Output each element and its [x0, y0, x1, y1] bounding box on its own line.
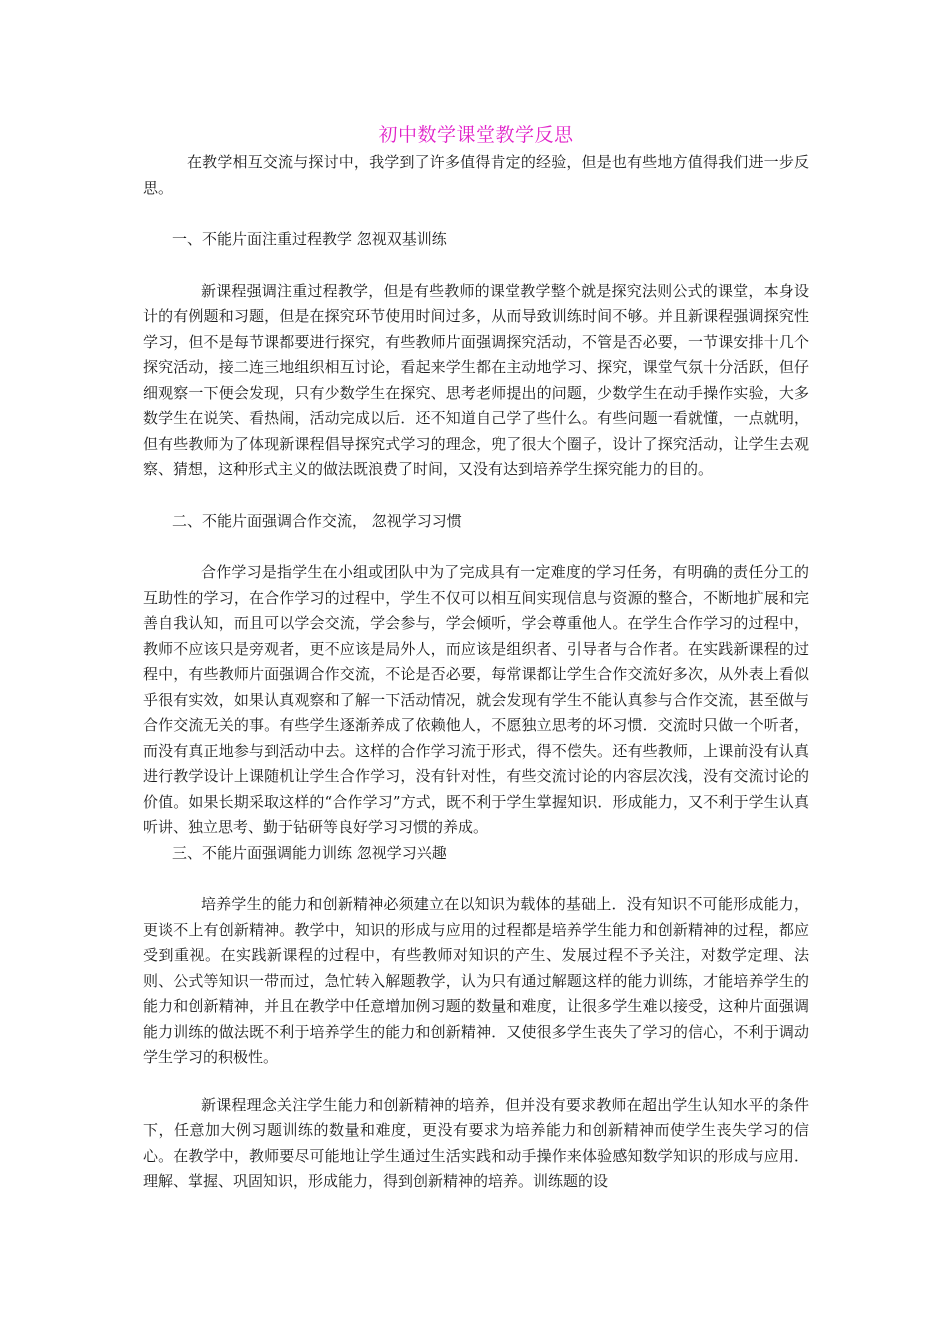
section-3-paragraph-2: 新课程理念关注学生能力和创新精神的培养，但并没有要求教师在超出学生认知水平的条件下，任意加大例习题训练的数量和难度，更没有要求为培养能力和创新精神而使学生丧失学习的信心。在教学中，教师要尽可能地让学生通过生活实践和动手操作来体验感知数学知识的形成与应用．理解、掌握、巩固知识，形成能力，得到创新精神的培养。训练题的设: [143, 1095, 809, 1190]
page-title: 初中数学课堂教学反思: [378, 124, 574, 146]
section-3-paragraph-1: 培养学生的能力和创新精神必须建立在以知识为载体的基础上．没有知识不可能形成能力，更谈不上有创新精神。教学中，知识的形成与应用的过程都是培养学生能力和创新精神的过程，都应受到重视。在实践新课程的过程中，有些教师对知识的产生、发展过程不予关注，对数学定理、法则、公式等知识一带而过，急忙转入解题教学，认为只有通过解题这样的能力训练，才能培养学生的能力和创新精神，并且在教学中任意增加例习题的数量和难度，让很多学生难以接受，这种片面强调能力训练的做法既不利于培养学生的能力和创新精神．又使很多学生丧失了学习的信心，不利于调动学生学习的积极性。: [143, 895, 809, 1066]
section-heading-1: 一、不能片面注重过程教学 忽视双基训练: [172, 230, 447, 248]
section-heading-3: 三、不能片面强调能力训练 忽视学习兴趣: [172, 843, 447, 862]
section-heading-2: 二、不能片面强调合作交流， 忽视学习习惯: [172, 511, 462, 530]
document-body: [143, 122, 809, 1195]
intro-paragraph: 在教学相互交流与探讨中，我学到了许多值得肯定的经验，但是也有些地方值得我们进一步反思。: [143, 153, 809, 197]
section-2-paragraph-1: 合作学习是指学生在小组或团队中为了完成具有一定难度的学习任务，有明确的责任分工的互助性的学习，在合作学习的过程中，学生不仅可以相互间实现信息与资源的整合，不断地扩展和完善自我认知，而且可以学会交流，学会参与，学会倾听，学会尊重他人。在学生合作学习的过程中，教师不应该只是旁观者，更不应该是局外人，而应该是组织者、引导者与合作者。在实践新课程的过程中，有些教师片面强调合作交流，不论是否必要，每常课都让学生合作交流好多次，从外表上看似乎很有实效，如果认真观察和了解一下活动情况，就会发现有学生不能认真参与合作交流，甚至做与合作交流无关的事。有些学生逐渐养成了依赖他人，不愿独立思考的坏习惯．交流时只做一个听者，而没有真正地参与到活动中去。这样的合作学习流于形式，得不偿失。还有些教师，上课前没有认真进行教学设计上课随机让学生合作学习，没有针对性，有些交流讨论的内容层次浅，没有交流讨论的价值。如果长期采取这样的“合作学习”方式，既不利于学生掌握知识．形成能力，又不利于学生认真听讲、独立思考、勤于钻研等良好学习习惯的养成。: [143, 563, 809, 836]
section-1-paragraph-1: 新课程强调注重过程教学，但是有些教师的课堂教学整个就是探究法则公式的课堂，本身设计的有例题和习题，但是在探究环节使用时间过多，从而导致训练时间不够。并且新课程强调探究性学习，但不是每节课都要进行探究，有些教师片面强调探究活动，不管是否必要，一节课安排十几个探究活动，接二连三地组织相互讨论，看起来学生都在主动地学习、探究，课堂气氛十分活跃，但仔细观察一下便会发现，只有少数学生在探究、思考老师提出的问题，少数学生在动手操作实验，大多数学生在说笑、看热闹，活动完成以后．还不知道自己学了些什么。有些问题一看就懂，一点就明，但有些教师为了体现新课程倡导探究式学习的理念，兜了很大个圈子，设计了探究活动，让学生去观察、猜想，这种形式主义的做法既浪费了时间，又没有达到培养学生探究能力的目的。: [143, 281, 809, 478]
